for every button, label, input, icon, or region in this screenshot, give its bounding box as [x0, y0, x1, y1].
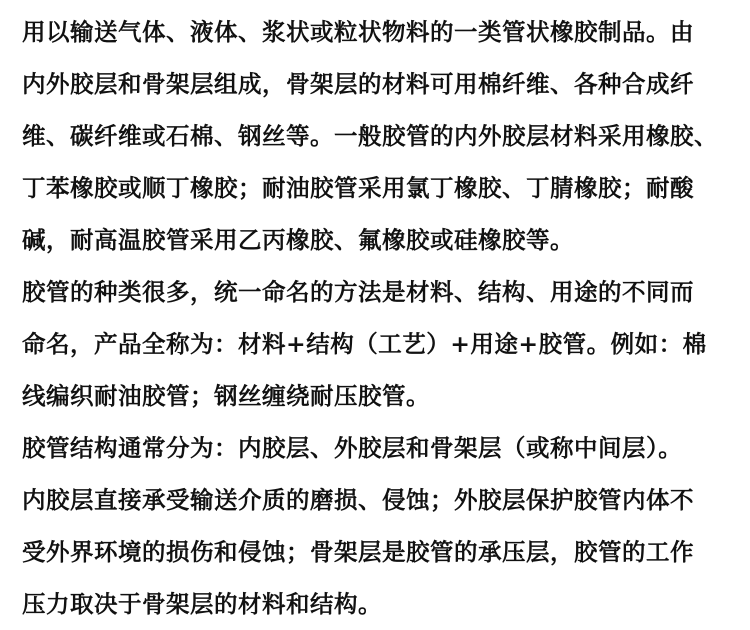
text-line: 丁苯橡胶或顺丁橡胶；耐油胶管采用氯丁橡胶、丁腈橡胶；耐酸 — [22, 174, 694, 202]
paragraph-structure — [22, 422, 738, 630]
text-line: 内外胶层和骨架层组成，骨架层的材料可用棉纤维、各种合成纤 — [22, 70, 694, 98]
text-line: 线编织耐油胶管；钢丝缠绕耐压胶管。 — [22, 382, 430, 410]
text-line: 用以输送气体、液体、浆状或粒状物料的一类管状橡胶制品。由 — [22, 18, 694, 46]
text-line: 胶管的种类很多，统一命名的方法是材料、结构、用途的不同而 — [22, 278, 694, 306]
text-line: 维、碳纤维或石棉、钢丝等。一般胶管的内外胶层材料采用橡胶、 — [22, 122, 718, 150]
paragraph-naming — [22, 266, 738, 422]
paragraph-definition — [22, 6, 738, 266]
text-line: 命名，产品全称为：材料+结构（工艺）+用途+胶管。例如：棉 — [22, 330, 707, 358]
text-line: 碱，耐高温胶管采用乙丙橡胶、氟橡胶或硅橡胶等。 — [22, 226, 574, 254]
text-line: 胶管结构通常分为：内胶层、外胶层和骨架层（或称中间层）。 — [22, 434, 683, 462]
text-line: 内胶层直接承受输送介质的磨损、侵蚀；外胶层保护胶管内体不 — [22, 486, 694, 514]
text-line: 受外界环境的损伤和侵蚀；骨架层是胶管的承压层，胶管的工作 — [22, 538, 694, 566]
text-line: 压力取决于骨架层的材料和结构。 — [22, 590, 382, 618]
